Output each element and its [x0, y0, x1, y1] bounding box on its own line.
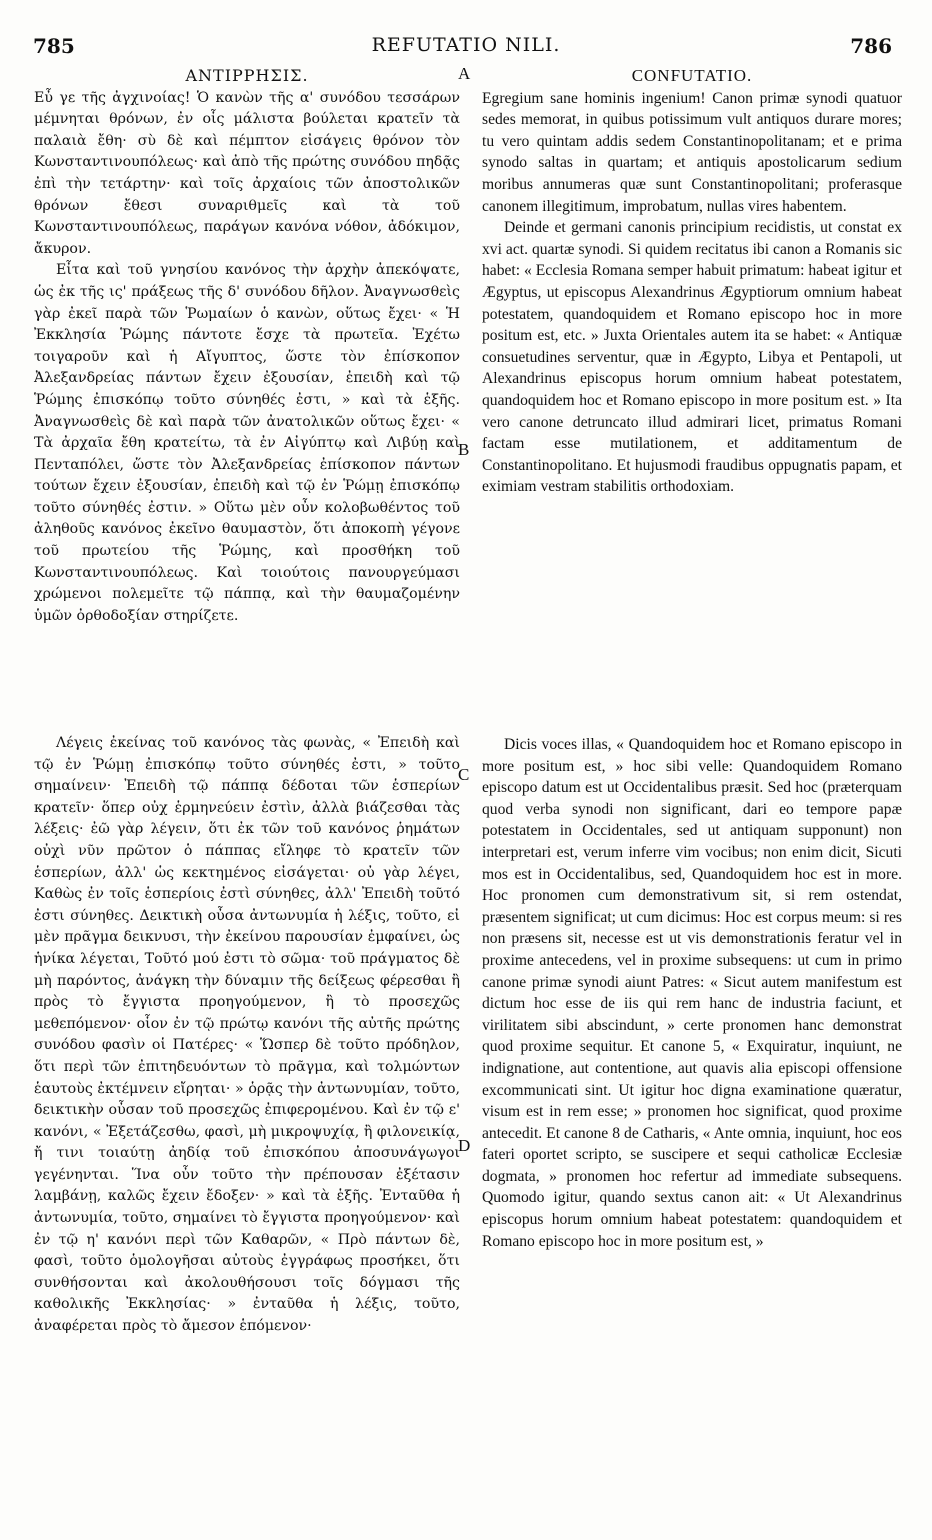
greek-paragraph: Λέγεις ἐκείνας τοῦ κανόνος τὰς φωνὰς, « Ἐπειδὴ καὶ τῷ ἐν Ῥώμῃ ἐπισκόπῳ τοῦτο σύνηθές ἐστι, » τοῦτο σημαίνειν· Ἐπειδὴ τῷ πάππᾳ δέδοται τῶν ἑσπερίων κρατεῖν· ὅπερ οὐχ ἑρμηνεύειν ἐστὶν, ἀλλὰ βιάζεσθαι τὰς λέξεις· ἐῶ γὰρ λέγειν, ὅτι ἐκ τῶν τοῦ κανόνος ῥημάτων οὐχὶ νῦν πρῶτον ὁ πάππας εἴληφε τὸ κρατεῖν τῶν ἑσπερίων, ἀλλ' ὡς κεκτημένος εἰσάγεται· οὐ γὰρ λέγει, Καθὼς ἐν τοῖς ἑσπερίοις ἐστὶ σύνηθες, ἀλλ' Ἐπειδὴ τοῦτό ἐστι σύνηθες. Δεικτικὴ οὖσα ἀντωνυμία ἡ λέξις, τοῦτο, εἰ μὲν πρᾶγμα δεικνυσι, τὴν ἐκείνου παρουσίαν ἐμφαίνει, ὡς ἡνίκα λέγεται, Τοῦτό μού ἐστι τὸ σῶμα· τοῦ πράγματος δὲ μὴ παρόντος, ἀνάγκη τὴν δύναμιν τῆς δείξεως φέρεσθαι ἢ πρὸς τὸ ἔγγιστα προηγούμενον, ἢ τὸ προσεχῶς μεθεπόμενον· οἷον ἐν τῷ πρώτῳ κανόνι τῆς αὐτῆς πρώτης συνόδου φασὶν οἱ Πατέρες· « Ὥσπερ δὲ τοῦτο πρόδηλον, ὅτι περὶ τῶν ἐπιτηδευόντων τὸ πρᾶγμα, καὶ τολμώντων ἑαυτοὺς ἐκτέμνειν εἴρηται· » ὁρᾷς τὴν ἀντωνυμίαν, τοῦτο, δεικτικὴν οὖσαν τοῦ προσεχῶς ἐπιφερομένου. Καὶ ἐν τῷ ε' κανόνι, « Ἐξετάζεσθω, φασὶ, μὴ μικροψυχίᾳ, ἢ φιλονεικίᾳ, ἤ τινι τοιαύτῃ ἀηδίᾳ τοῦ ἐπισκόπου ἀποσυνάγωγοι γεγένηνται. Ἵνα οὖν τοῦτο τὴν πρέπουσαν ἐξέτασιν λαμβάνῃ, καλῶς ἔχειν ἔδοξεν· » καὶ τὰ ἑξῆς. Ἐνταῦθα ἡ ἀντωνυμία, τοῦτο, σημαίνει τὸ ἔγγιστα προηγούμενον· καὶ ἐν τῷ η' κανόνι περὶ τῶν Καθαρῶν, « Πρὸ πάντων δὲ, φασὶ, τοῦτο ὁμολογῆσαι αὐτοὺς ἐγγράφως προσήκει, ὅτι συνθήσονται καὶ ἀκολουθήσουσι τοῖς δόγμασι τῆς καθολικῆς Ἐκκλησίας· » ἐνταῦθα ἡ λέξις, τοῦτο, ἀναφέρεται πρὸς τὸ ἄμεσον ἑπόμενον· [34, 735, 460, 1335]
greek-column-top [34, 65, 460, 627]
margin-marker-b: B [458, 440, 470, 459]
running-header [0, 34, 932, 60]
margin-marker-d: D [458, 1136, 471, 1155]
running-title: REFUTATIO NILI. [371, 34, 561, 56]
greek-paragraph: Εἶτα καὶ τοῦ γνησίου κανόνος τὴν ἀρχὴν ἀπεκόψατε, ὡς ἐκ τῆς ις' πράξεως τῆς δ' συνόδου δῆλον. Ἀναγνωσθεὶς γὰρ ἐκεῖ παρὰ τῶν Ῥωμαίων ὁ κανὼν, οὕτως ἔχει· « Ἡ Ἐκκλησία Ῥώμης πάντοτε ἔσχε τὰ πρωτεῖα. Ἐχέτω τοιγαροῦν καὶ ἡ Αἴγυπτος, ὥστε τὸν ἐπίσκοπον Ἀλεξανδρείας πάντων ἔχειν ἐξουσίαν, ἐπειδὴ καὶ τῷ Ῥώμης ἐπισκόπῳ τοῦτο σύνηθές ἐστι, » καὶ τὰ ἑξῆς. Ἀναγνωσθεὶς δὲ καὶ παρὰ τῶν ἀνατολικῶν οὕτως ἔχει· « Τὰ ἀρχαῖα ἔθη κρατείτω, τὰ ἐν Αἰγύπτῳ καὶ Λιβύῃ καὶ Πενταπόλει, ὥστε τὸν Ἀλεξανδρείας ἐπίσκοπον πάντων τούτων ἔχειν ἐξουσίαν, ἐπειδὴ καὶ τῷ ἐν Ῥώμῃ ἐπισκόπῳ τοῦτο σύνηθές ἐστιν. » Οὕτω μὲν οὖν κολοβωθέντος τοῦ ἀληθοῦς κανόνος ἐκεῖνο θαυμαστὸν, ὅτι ἀποκοπὴ γέγονε τοῦ πρωτείου τῆς Ῥώμης, καὶ προσθήκη τοῦ Κωνσταντινουπόλεως. Καὶ τοιούτοις πανουργεύμασι χρώμενοι πολεμεῖτε τῷ πάππᾳ, καὶ τὴν θαυμαζομένην ὑμῶν ὀρθοδοξίαν στηρίζετε. [34, 262, 460, 624]
greek-column-bottom [34, 733, 460, 1338]
greek-paragraph: Εὖ γε τῆς ἀγχινοίας! Ὁ κανὼν τῆς α' συνόδου τεσσάρων μέμνηται θρόνων, ἐν οἷς μάλιστα βούλεται κρατεῖν τὰ παλαιὰ ἔθη· σὺ δὲ καὶ πέμπτον εἰσάγεις θρόνον τὸν Κωνσταντινουπόλεως· καὶ ἀπὸ τῆς πρώτης συνόδου πηδᾷς ἐπὶ τὴν τετάρτην· καὶ τοῖς ἀρχαίοις τῶν ἀποστολικῶν θρόνων ἔθεσι συναριθμεῖς καὶ τὰ τοῦ Κωνσταντινουπόλεως, παράγων κανόνα νόθον, ἀδόκιμον, ἄκυρον. [34, 89, 460, 257]
greek-heading: ΑΝΤΙΡΡΗΣΙΣ. [185, 66, 309, 85]
latin-paragraph: Deinde et germani canonis principium recidistis, ut constat ex xvi act. quartæ synodi. Si quidem recitatus ibi canon a Romanis sic habet: « Ecclesia Romana semper habuit primatum: habeat igitur et Ægyptus, ut episcopus Alexandrinus Ægyptiorum omnium habeat potestatem, quandoquidem et Romano episcopo hoc in more positum est, etc. » Juxta Orientales autem ita se habet: « Antiquæ consuetudines serventur, quæ in Ægypto, Libya et Pentapoli, ut Alexandrinus episcopus horum omnium habeat potestatem, quandoquidem hoc et Romano episcopo in more positum est. » Ita vero canone detruncato illud admirari licet, primatus Romani factam esse mutilationem, et additamentum de Constantinopolitano. Et hujusmodi fraudibus oppugnatis papam, et eximiam vestram stabilitis orthodoxiam. [482, 219, 902, 496]
page-number-right: 786 [850, 34, 892, 58]
latin-column-top [482, 65, 902, 498]
latin-heading: CONFUTATIO. [631, 66, 753, 85]
margin-marker-c: C [458, 765, 470, 784]
page-number-left: 785 [33, 34, 75, 58]
margin-marker-a: A [458, 64, 471, 83]
latin-paragraph: Dicis voces illas, « Quandoquidem hoc et Romano episcopo in more positum est, » hoc sibi velle: Quandoquidem Romano episcopo datum est ut Occidentalibus præsit. Sed hoc (præterquam quod verba synodi non significant, dari eo tempore papæ potestatem in Occidentales, sed ut antiquam supponunt) non interpretari est, verum inferre vim vocibus; non enim dicit, Sicuti mos est in Occidentalibus, sed, Quandoquidem hoc est in more. Hoc pronomen cum demonstrativum sit, si rem ostendat, præsentem significat; ut cum dicimus: Hoc est corpus meum: si res non præsens sit, necesse est ut vis demonstrationis feratur vel in proxime antecedens, vel in proxime subsequens: ut cum in primo canone primæ synodi aiunt Patres: « Sicut autem manifestum est dictum hoc esse de iis qui rem hanc de industria faciunt, et virilitatem sibi abscindunt, » certe pronomen hanc demonstrat quod proxime sequitur. Et canone 5, « Exquiratur, inquiunt, ne indignatione, aut contentione, aut quavis alia episcopi offensione excommunicati sint. Ut igitur hoc digna examinatione quæratur, visum est in rem esse; » pronomen hoc significat, quod proxime antecedit. Et canone 8 de Catharis, « Ante omnia, inquiunt, hoc eos fateri oportet scripto, se suscipere et sequi catholicæ Ecclesiæ dogmata, » pronomen hoc refertur ad immediate subsequens. Quomodo igitur, quando sextus canon ait: « Ut Alexandrinus episcopus horum omnium habeat potestatem: quandoquidem et Romano episcopo hoc in more positum est, » [482, 736, 902, 1250]
latin-column-bottom [482, 734, 902, 1252]
latin-paragraph: Egregium sane hominis ingenium! Canon primæ synodi quatuor sedes memorat, in quibus potissimum vult antiquos durare mores; tu vero quintam addis sedem Constantinopolitanam; et e prima synodo saltas in quartam; et antiquis apostolicarum sedium moribus annumeras quæ sunt Constantinopolitani; proferasque canonem illegitimum, improbatum, nullas vires habentem. [482, 89, 902, 215]
